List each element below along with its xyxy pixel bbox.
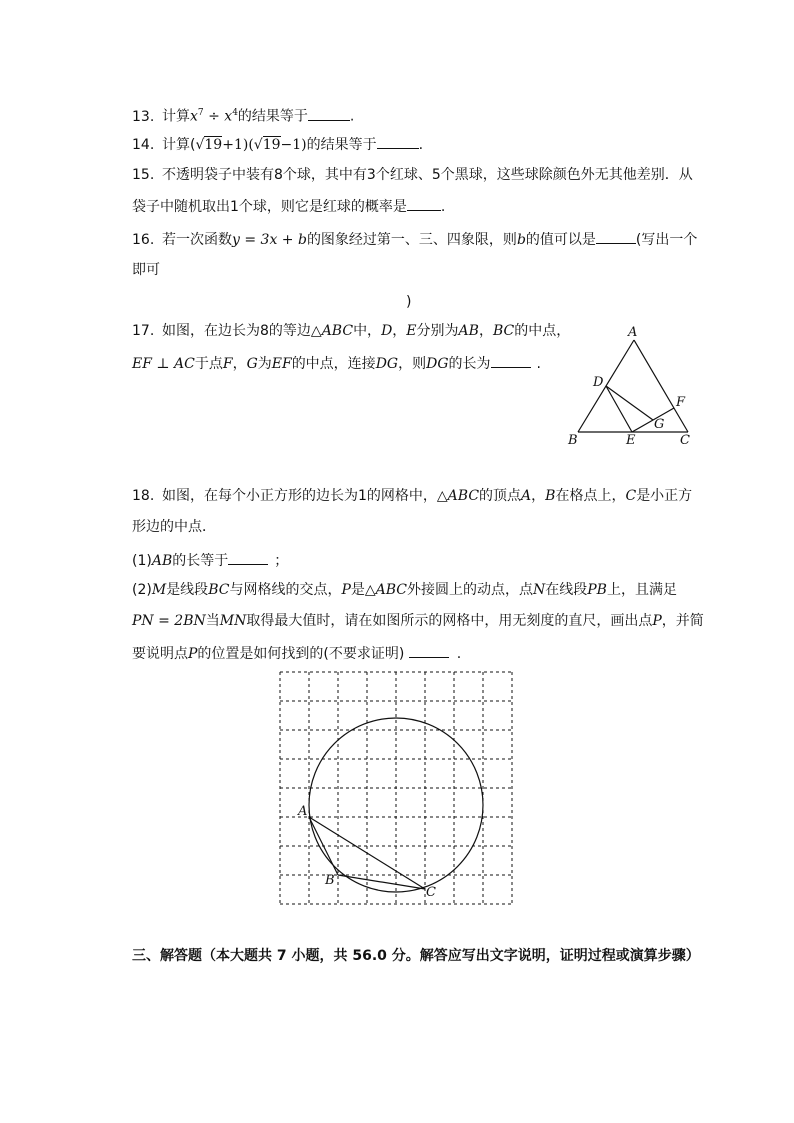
question-17-line-2: EF ⊥ AC于点F，G为EF的中点，连接DG，则DG的长为 . [132, 353, 541, 373]
question-16-line-2: 即可 [132, 262, 160, 278]
label-B: B [568, 433, 578, 448]
grid-circle-figure [276, 668, 518, 910]
segment-DE [606, 386, 632, 432]
question-number: 13. [132, 108, 155, 125]
label-G: G [654, 417, 665, 432]
question-number: 15. [132, 167, 155, 183]
equilateral-triangle-figure [560, 318, 700, 450]
question-14: 14. 计算(√19+1)(√19−1)的结果等于 . [132, 134, 423, 154]
segment-BC [338, 875, 425, 889]
question-number: 17. [132, 323, 155, 339]
dashed-grid [280, 672, 512, 904]
label-F: F [676, 395, 686, 410]
question-17: 17. 如图，在边长为8的等边△ABC中，D，E分别为AB，BC的中点， [132, 323, 571, 339]
label-C: C [680, 433, 690, 448]
question-number: 18. [132, 488, 155, 504]
question-16-line-3: ) [406, 294, 412, 310]
answer-blank[interactable] [308, 106, 350, 121]
label-A: A [298, 804, 308, 819]
section-heading: 三、解答题（本大题共 7 小题，共 56.0 分。解答应写出文字说明，证明过程或演算步骤） [132, 948, 700, 964]
answer-blank[interactable] [596, 229, 636, 244]
question-18-part-2-line-3: 要说明点P的位置是如何找到的(不要求证明) . [132, 643, 461, 663]
label-D: D [593, 375, 604, 390]
question-18-part-2: (2)M是线段BC与网格线的交点，P是△ABC外接圆上的动点，点N在线段PB上，且满足 [132, 582, 677, 598]
label-C: C [426, 885, 436, 900]
answer-blank[interactable] [409, 643, 449, 658]
question-15: 15. 不透明袋子中装有8个球，其中有3个红球、5个黑球，这些球除颜色外无其他差别．从 [132, 167, 693, 183]
answer-blank[interactable] [407, 196, 441, 211]
segment-DG [606, 386, 653, 420]
question-number: 16. [132, 232, 155, 248]
question-13: 13. 计算$x^7 \div x^4$的结果等于 . [132, 104, 354, 126]
question-16: 16. 若一次函数y = 3x + b的图象经过第一、三、四象限，则b的值可以是 (写出一个 [132, 229, 697, 249]
answer-blank[interactable] [228, 550, 268, 565]
label-A: A [628, 325, 638, 340]
answer-blank[interactable] [377, 134, 419, 149]
question-18: 18. 如图，在每个小正方形的边长为1的网格中，△ABC的顶点A，B在格点上，C是小正方 [132, 488, 693, 504]
answer-blank[interactable] [491, 353, 531, 368]
question-number: 14. [132, 137, 155, 153]
question-18-part-1: (1)AB的长等于 ； [132, 550, 288, 570]
label-B: B [325, 873, 335, 888]
sqrt-symbol: √ [253, 137, 263, 153]
question-18-part-2-line-2: PN = 2BN当MN取得最大值时，请在如图所示的网格中，用无刻度的直尺，画出点P，并简 [132, 613, 704, 629]
question-15-line-2: 袋子中随机取出1个球，则它是红球的概率是 . [132, 196, 445, 216]
label-E: E [626, 433, 636, 448]
question-18-line-2: 形边的中点． [132, 519, 216, 535]
sqrt-symbol: √ [195, 137, 205, 153]
